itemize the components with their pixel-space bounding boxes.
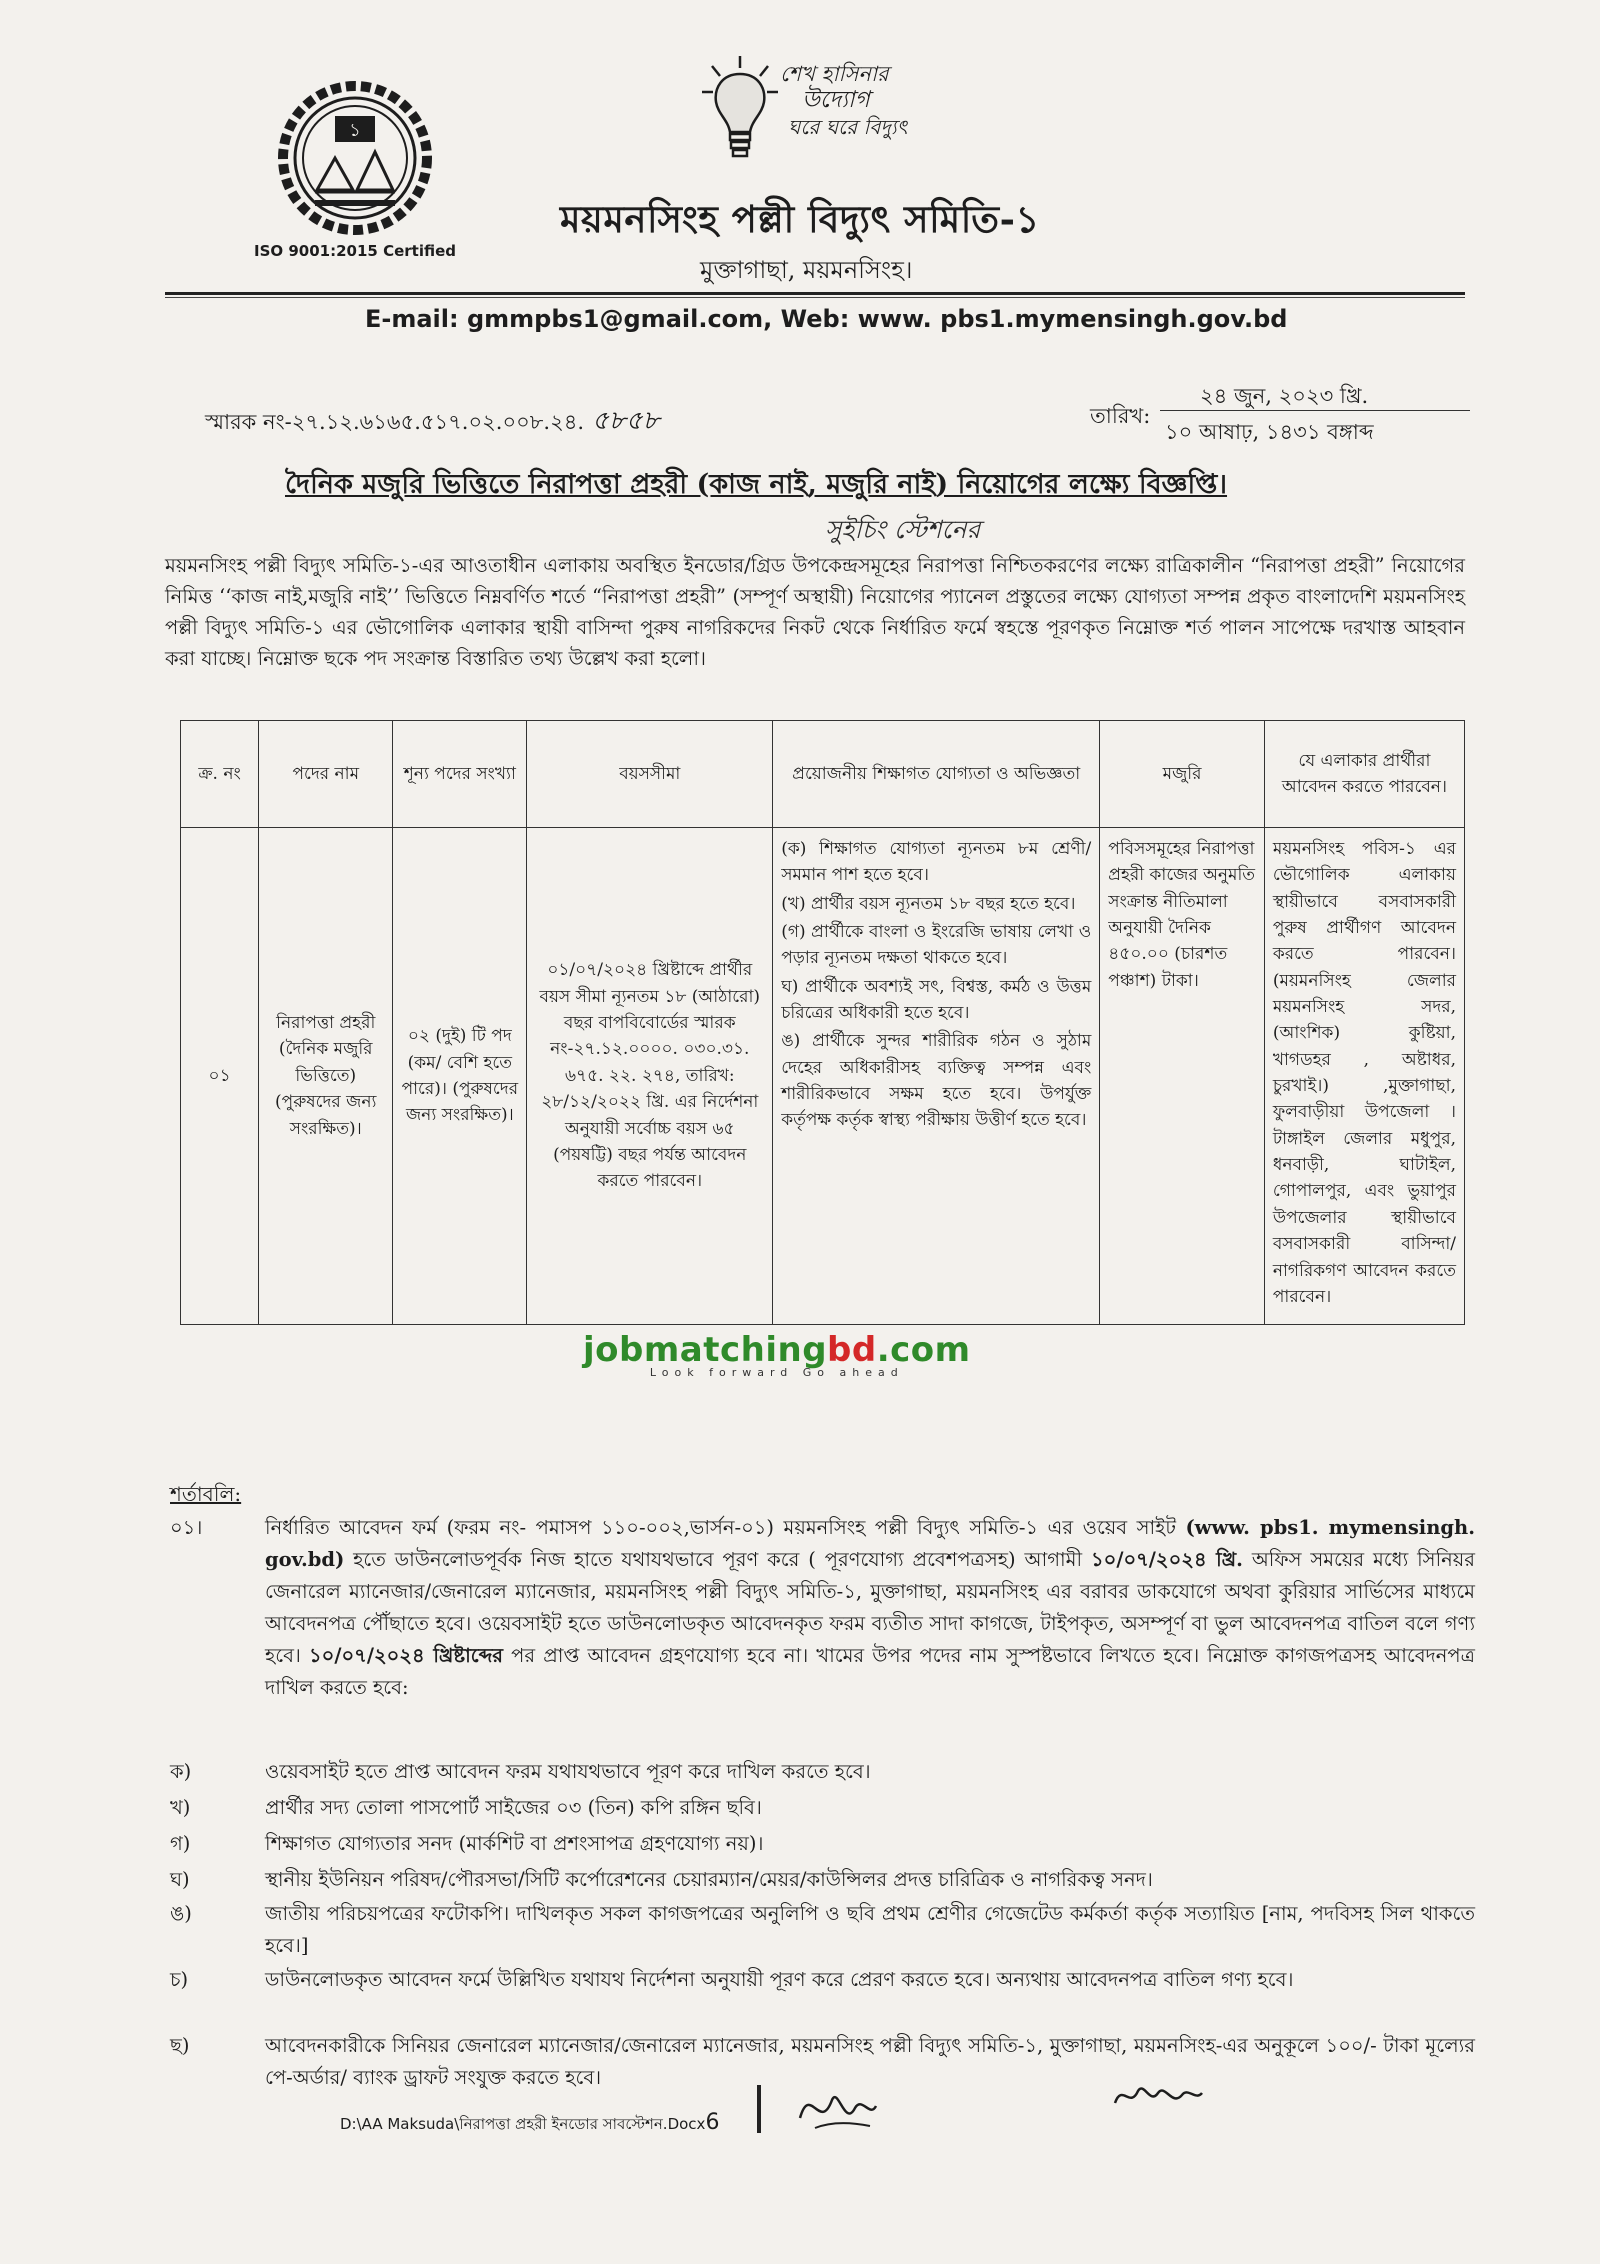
memo-ref-handwritten: ৫৮৫৮: [592, 406, 660, 436]
deadline-date: ১০/০৭/২০২৪ খ্রি.: [1090, 1548, 1243, 1571]
document-item-number: গ): [170, 1832, 191, 1855]
site-watermark: [583, 1330, 971, 1379]
light-bulb-icon: [700, 52, 780, 167]
document-item-number: চ): [170, 1968, 189, 1991]
footer-divider: [757, 2085, 761, 2133]
qualification-item: (ক) শিক্ষাগত যোগ্যতা ন্যূনতম ৮ম শ্রেণী/সমমান পাশ হতে হবে।: [781, 839, 1092, 886]
header-wage: মজুরি: [1100, 721, 1265, 828]
condition-text: [265, 1512, 1475, 1704]
document-item: [170, 1964, 1475, 1996]
document-item-text: শিক্ষাগত যোগ্যতার সনদ (মার্কশিট বা প্রশংসাপত্র গ্রহণযোগ্য নয়)।: [265, 1832, 764, 1855]
cell-age: ০১/০৭/২০২৪ খ্রিষ্টাব্দে প্রার্থীর বয়স সীমা ন্যূনতম ১৮ (আঠারো) বছর বাপবিবোর্ডের স্মারক নং-২৭.১২.০০০০. ০৩০.৩১. ৬৭৫. ২২. ২৭৪, তারিখ: ২৮/১২/২০২২ খ্রি. এর নির্দেশনা অনুযায়ী সর্বোচ্চ বয়স ৬৫ (পয়ষট্টি) বছর পর্যন্ত আবেদন করতে পারবেন।: [527, 828, 773, 1325]
post-details-table: [180, 720, 1465, 1325]
slogan-line-2: উদ্যোগ: [802, 87, 870, 114]
document-item-text: জাতীয় পরিচয়পত্রের ফটোকপি। দাখিলকৃত সকল কাগজপত্রের অনুলিপি ও ছবি প্রথম শ্রেণীর গেজেটেড কর্মকর্তা কর্তৃক সত্যায়িত [নাম, পদবিসহ সিল থাকতে হবে।]: [265, 1902, 1475, 1957]
condition-text-part: নির্ধারিত আবেদন ফর্ম (ফরম নং- পমাসপ ১১০-০০২,ভার্সন-০১) ময়মনসিংহ পল্লী বিদ্যুৎ সমিতি-১ এর ওয়েব সাইট: [265, 1516, 1186, 1539]
cell-vacancy: ০২ (দুই) টি পদ (কম/ বেশি হতে পারে)। (পুরুষদের জন্য সংরক্ষিত)।: [393, 828, 527, 1325]
qualification-item: ঘ) প্রার্থীকে অবশ্যই সৎ, বিশ্বস্ত, কর্মঠ ও উত্তম চরিত্রের অধিকারী হতে হবে।: [781, 976, 1092, 1024]
notice-title: দৈনিক মজুরি ভিত্তিতে নিরাপত্তা প্রহরী (কাজ নাই, মজুরি নাই) নিয়োগের লক্ষ্যে বিজ্ঞপ্তি।: [285, 469, 1228, 500]
header-sl: ক্র. নং: [181, 721, 259, 828]
memo-ref-number: স্মারক নং-২৭.১২.৬১৬৫.৫১৭.০২.০০৮.২৪.: [205, 410, 585, 434]
svg-text:১: ১: [349, 120, 361, 141]
document-item-text: স্থানীয় ইউনিয়ন পরিষদ/পৌরসভা/সিটি কর্পোরেশনের চেয়ারম্যান/মেয়র/কাউন্সিলর প্রদত্ত চারিত্রিক ও নাগরিকত্ব সনদ।: [265, 1868, 1153, 1891]
conditions-heading: শর্তাবলি:: [170, 1482, 242, 1506]
iso-certification: ISO 9001:2015 Certified: [254, 242, 456, 260]
document-item: [170, 1792, 1475, 1824]
date-divider: [1160, 410, 1470, 411]
qualification-item: ঙ) প্রার্থীকে সুন্দর শারীরিক গঠন ও সুঠাম দেহের অধিকারীসহ ব্যক্তিত্ব সম্পন্ন এবং শারীরিকভাবে সক্ষম হতে হবে। উপর্যুক্ত কর্তৃপক্ষ কর্তৃক স্বাস্থ্য পরীক্ষায় উত্তীর্ণ হতে হবে।: [781, 1031, 1092, 1131]
slogan-line-1: শেখ হাসিনার: [780, 62, 889, 86]
document-item: [170, 1828, 1475, 1860]
watermark-part-2: bd: [827, 1330, 877, 1370]
website-link-text: (www. pbs1. mymensingh. gov.bd): [265, 1516, 1475, 1571]
condition-text-part: অফিস সময়ের মধ্যে সিনিয়র জেনারেল ম্যানেজার/জেনারেল ম্যানেজার, ময়মনসিংহ পল্লী বিদ্যুৎ সমিতি-১, মুক্তাগাছা, ময়মনসিংহ এর বরাবর ডাকযোগে অথবা কুরিয়ার সার্ভিসের মাধ্যমে আবেদনপত্র পৌঁছাতে হবে। ওয়েবসাইট হতে ডাউনলোডকৃত আবেদনকৃত ফরম ব্যতীত সাদা কাগজে, টাইপকৃত, অসম্পূর্ণ বা ভুল আবেদনপত্র বাতিল বলে গণ্য হবে।: [265, 1548, 1475, 1667]
table-header-row: [181, 721, 1465, 828]
document-item-text: প্রার্থীর সদ্য তোলা পাসপোর্ট সাইজের ০৩ (তিন) কপি রঙ্গিন ছবি।: [265, 1796, 762, 1819]
slogan-line-3: ঘরে ঘরে বিদ্যুৎ: [788, 114, 908, 139]
org-name: ময়মনসিংহ পল্লী বিদ্যুৎ সমিতি-১: [560, 197, 1040, 241]
condition-number: ০১।: [170, 1516, 203, 1539]
condition-text-part: পর প্রাপ্ত আবেদন গ্রহণযোগ্য হবে না। খামের উপর পদের নাম সুস্পষ্টভাবে লিখতে হবে। নিম্নোক্ত কাগজপত্রসহ আবেদনপত্র দাখিল করতে হবে:: [265, 1644, 1476, 1699]
org-address: মুক্তাগাছা, ময়মনসিংহ।: [700, 256, 913, 284]
pbs-emblem-icon: [255, 70, 455, 240]
watermark-part-3: .com: [876, 1330, 971, 1370]
cell-area: ময়মনসিংহ পবিস-১ এর ভৌগোলিক এলাকায় স্থায়ীভাবে বসবাসকারী পুরুষ প্রার্থীগণ আবেদন করতে পারবেন। (ময়মনসিংহ জেলার ময়মনসিংহ সদর, (আংশিক) কুষ্টিয়া, খাগডহর , অষ্টাধর, চুরখাই।) ,মুক্তাগাছা, ফুলবাড়ীয়া উপজেলা । টাঙ্গাইল জেলার মধুপুর, ধনবাড়ী, ঘাটাইল, গোপালপুর, এবং ভুয়াপুর উপজেলার স্থায়ীভাবে বসবাসকারী বাসিন্দা/ নাগরিকগণ আবেদন করতে পারবেন।: [1264, 828, 1464, 1325]
file-path-footer: [340, 2110, 719, 2138]
watermark-part-1: jobmatching: [583, 1330, 828, 1370]
document-item: [170, 1864, 1475, 1896]
header-age: বয়সসীমা: [527, 721, 773, 828]
document-item-number: খ): [170, 1796, 191, 1819]
header-post: পদের নাম: [259, 721, 393, 828]
date-bangla: ১০ আষাঢ়, ১৪৩১ বঙ্গাব্দ: [1165, 420, 1374, 444]
deadline-date: ১০/০৭/২০২৪ খ্রিষ্টাব্দের: [309, 1644, 504, 1667]
header-vacancy: শূন্য পদের সংখ্যা: [393, 721, 527, 828]
document-item: [170, 1756, 1475, 1788]
slogan-text: [780, 62, 907, 139]
header-divider-thin: [165, 297, 1465, 298]
watermark-tagline: Look forward Go ahead: [649, 1366, 904, 1379]
document-item-number: ঘ): [170, 1868, 190, 1891]
header-area: যে এলাকার প্রার্থীরা আবেদন করতে পারবেন।: [1264, 721, 1464, 828]
cell-post: নিরাপত্তা প্রহরী (দৈনিক মজুরি ভিত্তিতে) (পুরুষদের জন্য সংরক্ষিত)।: [259, 828, 393, 1325]
table-row: [181, 828, 1465, 1325]
cell-wage: পবিসসমূহের নিরাপত্তা প্রহরী কাজের অনুমতি সংক্রান্ত নীতিমালা অনুযায়ী দৈনিক ৪৫০.০০ (চারশত পঞ্চাশ) টাকা।: [1100, 828, 1265, 1325]
org-logo: [240, 70, 470, 260]
document-item-number: ছ): [170, 2034, 190, 2057]
cell-sl: ০১: [181, 828, 259, 1325]
date-label: তারিখ:: [1090, 404, 1151, 428]
intro-paragraph: ময়মনসিংহ পল্লী বিদ্যুৎ সমিতি-১-এর আওতাধীন এলাকায় অবস্থিত ইনডোর/গ্রিড উপকেন্দ্রসমূহের নিরাপত্তা নিশ্চিতকরণের লক্ষ্যে রাত্রিকালীন “নিরাপত্তা প্রহরী” নিয়োগের নিমিত্ত ‘‘কাজ নাই,মজুরি নাই’’ ভিত্তিতে নিম্নবর্ণিত শর্তে “নিরাপত্তা প্রহরী” (সম্পূর্ণ অস্থায়ী) নিয়োগের প্যানেল প্রস্তুতের লক্ষ্যে যোগ্যতা সম্পন্ন প্রকৃত বাংলাদেশি ময়মনসিংহ পল্লী বিদ্যুৎ সমিতি-১ এর ভৌগোলিক এলাকার স্থায়ী বাসিন্দা পুরুষ নাগরিকদের নিকট থেকে নির্ধারিত ফর্মে স্বহস্তে পূরণকৃত নিম্নোক্ত শর্ত পালন সাপেক্ষে দরখাস্ত আহবান করা যাচ্ছে। নিম্নোক্ত ছকে পদ সংক্রান্ত বিস্তারিত তথ্য উল্লেখ করা হলো।: [165, 554, 1466, 670]
header-divider: [165, 292, 1465, 295]
document-item: [170, 1898, 1475, 1962]
signature-initial-1: [790, 2078, 880, 2138]
document-item-text: ওয়েবসাইট হতে প্রাপ্ত আবেদন ফরম যথাযথভাবে পূরণ করে দাখিল করতে হবে।: [265, 1760, 871, 1783]
document-item-number: ক): [170, 1760, 192, 1783]
date-gregorian: ২৪ জুন, ২০২৩ খ্রি.: [1200, 384, 1369, 408]
header-qualification: প্রয়োজনীয় শিক্ষাগত যোগ্যতা ও অভিজ্ঞতা: [773, 721, 1100, 828]
memo-ref: [205, 400, 660, 444]
document-item-text: আবেদনকারীকে সিনিয়র জেনারেল ম্যানেজার/জেনারেল ম্যানেজার, ময়মনসিংহ পল্লী বিদ্যুৎ সমিতি-১, মুক্তাগাছা, ময়মনসিংহ-এর অনুকূলে ১০০/- টাকা মূল্যের পে-অর্ডার/ ব্যাংক ড্রাফট সংযুক্ত করতে হবে।: [265, 2034, 1475, 2089]
document-item-text: ডাউনলোডকৃত আবেদন ফর্মে উল্লিখিত যথাযথ নির্দেশনা অনুযায়ী পূরণ করে প্রেরণ করতে হবে। অন্যথায় আবেদনপত্র বাতিল গণ্য হবে।: [265, 1968, 1294, 1991]
cell-qualification: [773, 828, 1100, 1325]
contact-line: E-mail: gmmpbs1@gmail.com, Web: www. pbs1.mymensingh.gov.bd: [365, 305, 1288, 333]
condition-text-part: হতে ডাউনলোডপূর্বক নিজ হাতে যথাযথভাবে পূরণ করে ( পূরণযোগ্য প্রবেশপত্রসহ) আগামী: [344, 1548, 1091, 1571]
watermark-logo: [583, 1330, 971, 1370]
qualification-item: (গ) প্রার্থীকে বাংলা ও ইংরেজি ভাষায় লেখা ও পড়ার ন্যূনতম দক্ষতা থাকতে হবে।: [781, 922, 1092, 969]
page-number: 6: [705, 2110, 720, 2135]
condition-item: [170, 1512, 1475, 1704]
document-item-number: ঙ): [170, 1902, 192, 1925]
handwritten-note: সুইচিং স্টেশনের: [825, 515, 981, 544]
file-path: D:\AA Maksuda\নিরাপত্তা প্রহরী ইনডোর সাবস্টেশন.Docx: [340, 2115, 706, 2133]
signature-initial-2: [1110, 2075, 1205, 2115]
qualification-item: (খ) প্রার্থীর বয়স ন্যূনতম ১৮ বছর হতে হবে।: [781, 893, 1076, 914]
slogan-block: [700, 52, 950, 172]
